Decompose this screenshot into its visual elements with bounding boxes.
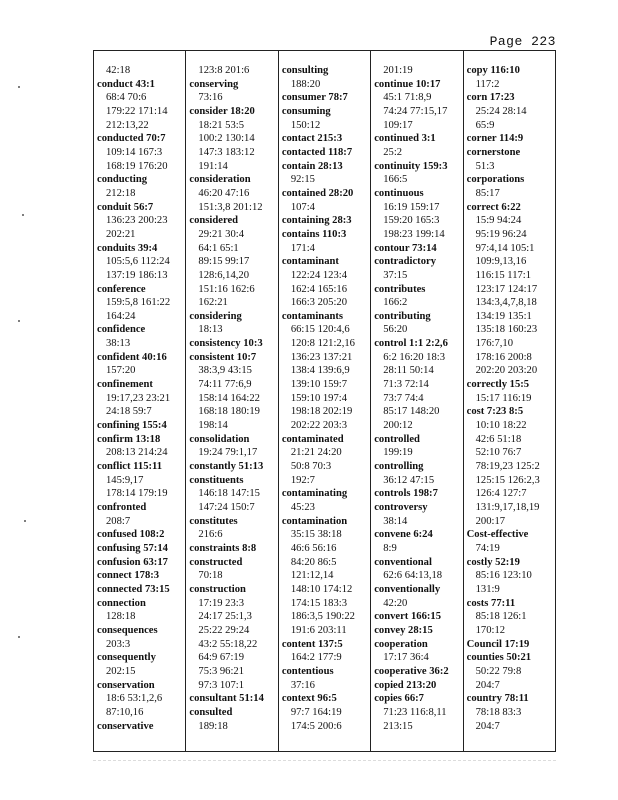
index-term: confident 40:16 [97, 351, 167, 363]
index-page-refs: 189:18 [198, 720, 228, 732]
index-page-refs: 51:3 [475, 160, 495, 172]
index-term: conference [97, 283, 146, 295]
index-page-refs: 38:13 [106, 338, 131, 350]
index-page-refs: 35:15 38:18 [290, 529, 342, 541]
index-page-refs: 208:7 [106, 515, 131, 527]
index-page-refs: 168:19 176:20 [106, 160, 168, 172]
index-page-refs: 208:13 214:24 [106, 447, 168, 459]
index-page-refs: 74:11 77:6,9 [198, 379, 252, 391]
scan-speck [18, 320, 20, 322]
index-page-refs: 198:18 202:19 [290, 406, 353, 418]
index-page-refs: 174:5 200:6 [290, 720, 342, 732]
index-term: conventionally [374, 583, 441, 595]
index-term: considering [189, 310, 242, 322]
index-term: consuming [281, 105, 331, 117]
index-page-refs: 97:3 107:1 [198, 679, 245, 691]
index-term: confusion 63:17 [97, 556, 168, 568]
index-term: contains 110:3 [281, 228, 347, 240]
index-term: consideration [189, 174, 251, 186]
index-page-refs: 50:22 79:8 [475, 665, 522, 677]
index-term: copies 66:7 [374, 693, 424, 705]
index-page-refs: 198:14 [198, 420, 228, 432]
index-page-refs: 150:12 [290, 119, 321, 131]
index-term: contributing [374, 310, 431, 322]
index-term: contain 28:13 [281, 160, 343, 172]
index-page-refs: 68:4 70:6 [106, 92, 147, 104]
index-page-refs: 148:10 174:12 [290, 583, 353, 595]
index-page-refs: 6:2 16:20 18:3 [383, 351, 446, 363]
index-term: constructed [189, 556, 243, 568]
index-term: considered [189, 215, 239, 227]
index-term: constantly 51:13 [189, 461, 264, 473]
index-page-refs: 117:2 [475, 78, 500, 90]
index-term: continued 3:1 [374, 133, 436, 145]
index-page-refs: 203:3 [106, 638, 131, 650]
index-term: confusing 57:14 [97, 542, 168, 554]
index-column-5 [463, 51, 555, 751]
index-page-refs: 157:20 [106, 365, 136, 377]
index-term: confining 155:4 [97, 420, 167, 432]
index-page-refs: 18:13 [198, 324, 223, 336]
index-page-refs: 171:4 [290, 242, 315, 254]
index-page-refs: 176:7,10 [475, 338, 513, 350]
index-page-refs: 8:9 [383, 542, 397, 554]
index-page-refs: 73:7 74:4 [383, 392, 424, 404]
index-page-refs: 50:8 70:3 [290, 461, 332, 473]
index-page-refs: 25:22 29:24 [198, 624, 250, 636]
index-term: constraints 8:8 [189, 542, 257, 554]
index-term: conventional [374, 556, 432, 568]
index-page-refs: 212:18 [106, 187, 136, 199]
index-term: consistency 10:3 [189, 338, 263, 350]
index-term: conduits 39:4 [97, 242, 158, 254]
index-page-refs: 199:19 [383, 447, 413, 459]
index-page-refs: 178:14 179:19 [106, 488, 168, 500]
index-page-refs: 116:15 117:1 [475, 269, 532, 281]
index-term: construction [189, 583, 246, 595]
index-page-refs: 28:11 50:14 [383, 365, 434, 377]
index-page-refs: 71:23 116:8,11 [383, 706, 447, 718]
index-term: continuous [374, 187, 424, 199]
index-page-refs: 29:21 30:4 [198, 228, 245, 240]
index-page-refs: 168:18 180:19 [198, 406, 260, 418]
index-page-refs: 21:21 24:20 [290, 447, 342, 459]
index-term: cost 7:23 8:5 [466, 406, 524, 418]
index-page-refs: 73:16 [198, 92, 223, 104]
index-term: convert 166:15 [374, 611, 441, 623]
index-page-refs: 75:3 96:21 [198, 665, 245, 677]
index-term: contact 215:3 [281, 133, 343, 145]
index-page-refs: 95:19 96:24 [475, 228, 527, 240]
index-term: conservation [97, 679, 155, 691]
index-page-refs: 42:20 [383, 597, 408, 609]
index-term: connection [97, 597, 146, 609]
index-page-refs: 84:20 86:5 [290, 556, 337, 568]
index-page-refs: 159:20 165:3 [383, 215, 440, 227]
index-page-refs: 64:9 67:19 [198, 652, 245, 664]
index-page-refs: 122:24 123:4 [290, 269, 348, 281]
index-term: confirm 13:18 [97, 433, 161, 445]
index-page-refs: 42:6 51:18 [475, 433, 522, 445]
index-page-refs: 202:15 [106, 665, 136, 677]
index-term: containing 28:3 [281, 215, 352, 227]
index-page-refs: 128:18 [106, 611, 136, 623]
index-page-refs: 166:3 205:20 [290, 297, 348, 309]
index-term: consequences [97, 624, 158, 636]
index-page-refs: 123:8 201:6 [198, 65, 250, 76]
index-term: contentious [281, 665, 334, 677]
index-page-refs: 24:18 59:7 [106, 406, 152, 418]
footer-rule [93, 760, 556, 761]
index-page-refs: 159:5,8 161:22 [106, 297, 171, 309]
index-page-refs: 107:4 [290, 201, 315, 213]
index-term: convey 28:15 [374, 624, 433, 636]
index-term: controlled [374, 433, 420, 445]
index-page-refs: 25:24 28:14 [475, 105, 527, 117]
index-page-refs: 45:23 [290, 502, 315, 513]
index-page-refs: 178:16 200:8 [475, 351, 532, 363]
index-term: constituents [189, 474, 244, 486]
index-page-refs: 92:15 [290, 174, 315, 186]
index-page-refs: 52:10 76:7 [475, 447, 522, 459]
index-term: connect 178:3 [97, 570, 160, 582]
index-term: control 1:1 2:2,6 [374, 338, 448, 350]
index-term: contaminants [281, 310, 344, 322]
index-term: cornerstone [466, 146, 521, 158]
index-page-refs: 202:22 203:3 [290, 420, 348, 432]
index-term: costly 52:19 [466, 556, 520, 568]
index-page-refs: 120:8 121:2,16 [290, 338, 355, 350]
index-term: contributes [374, 283, 426, 295]
index-term: conservative [97, 720, 154, 732]
index-page-refs: 85:18 126:1 [475, 611, 527, 623]
index-page-refs: 162:21 [198, 297, 228, 309]
index-page-refs: 128:6,14,20 [198, 269, 250, 281]
index-term: counties 50:21 [466, 652, 532, 664]
index-page-refs: 19:24 79:1,17 [198, 447, 258, 459]
index-page-refs: 74:24 77:15,17 [383, 105, 448, 117]
index-term: contaminated [281, 433, 344, 445]
index-term: constitutes [189, 515, 238, 527]
index-page-refs: 164:24 [106, 310, 136, 322]
index-page-refs: 105:5,6 112:24 [106, 256, 170, 268]
index-term: costs 77:11 [466, 597, 516, 609]
index-page-refs: 191:14 [198, 160, 228, 172]
index-page-refs: 15:9 94:24 [475, 215, 522, 227]
index-column-1 [94, 51, 185, 751]
index-page-refs: 212:13,22 [106, 119, 149, 131]
index-term: context 96:5 [281, 693, 337, 705]
index-term: consider 18:20 [189, 105, 255, 117]
index-page-refs: 136:23 200:23 [106, 215, 168, 227]
index-page-refs: 137:19 186:13 [106, 269, 168, 281]
index-page-refs: 191:6 203:11 [290, 624, 347, 636]
index-page-refs: 100:2 130:14 [198, 133, 255, 145]
index-page-refs: 89:15 99:17 [198, 256, 250, 268]
index-page-refs: 166:2 [383, 297, 408, 309]
index-term: conserving [189, 78, 239, 90]
index-term: copied 213:20 [374, 679, 437, 691]
index-page-refs: 204:7 [475, 679, 500, 691]
index-page-refs: 174:15 183:3 [290, 597, 348, 609]
index-page-refs: 201:19 [383, 65, 413, 76]
index-term: country 78:11 [466, 693, 529, 705]
index-column-2 [185, 51, 277, 751]
index-page-refs: 87:10,16 [106, 706, 144, 718]
index-page-refs: 170:12 [475, 624, 506, 636]
index-page-refs: 121:12,14 [290, 570, 334, 582]
scan-speck [18, 636, 20, 638]
index-page-refs: 136:23 137:21 [290, 351, 353, 363]
index-page-refs: 66:15 120:4,6 [290, 324, 350, 336]
index-term: contaminating [281, 488, 348, 500]
index-term: contacted 118:7 [281, 146, 353, 158]
index-term: consulting [281, 65, 329, 76]
index-page-refs: 71:3 72:14 [383, 379, 429, 391]
index-page-refs: 202:20 203:20 [475, 365, 538, 377]
index-page-refs: 10:10 18:22 [475, 420, 527, 432]
index-page-refs: 38:3,9 43:15 [198, 365, 252, 377]
index-page-refs: 45:1 71:8,9 [383, 92, 432, 104]
index-page-refs: 36:12 47:15 [383, 474, 435, 486]
scan-speck [22, 214, 24, 216]
index-page-refs: 134:19 135:1 [475, 310, 532, 322]
index-page-refs: 192:7 [290, 474, 315, 486]
index-page-refs: 85:17 148:20 [383, 406, 440, 418]
index-term: corn 17:23 [466, 92, 515, 104]
index-term: consistent 10:7 [189, 351, 257, 363]
index-page-refs: 109:14 167:3 [106, 146, 163, 158]
index-term: contamination [281, 515, 348, 527]
index-page-refs: 145:9,17 [106, 474, 144, 486]
index-page-refs: 18:21 53:5 [198, 119, 245, 131]
index-term: controls 198:7 [374, 488, 438, 500]
index-page-refs: 85:17 [475, 187, 500, 199]
index-page-refs: 134:3,4,7,8,18 [475, 297, 537, 309]
index-page-refs: 109:9,13,16 [475, 256, 527, 268]
scan-speck [24, 520, 26, 522]
index-page-refs: 151:16 162:6 [198, 283, 255, 295]
index-term: confronted [97, 502, 147, 513]
index-term: correct 6:22 [466, 201, 521, 213]
index-page-refs: 162:4 165:16 [290, 283, 348, 295]
index-page-refs: 85:16 123:10 [475, 570, 532, 582]
index-term: consultant 51:14 [189, 693, 264, 705]
index-page-refs: 46:6 56:16 [290, 542, 337, 554]
index-term: content 137:5 [281, 638, 343, 650]
index-term: contaminant [281, 256, 339, 268]
index-term: continuity 159:3 [374, 160, 448, 172]
index-page-refs: 16:19 159:17 [383, 201, 440, 213]
index-page-refs: 135:18 160:23 [475, 324, 538, 336]
index-page-refs: 200:12 [383, 420, 413, 432]
index-column-4 [370, 51, 462, 751]
index-page-refs: 18:6 53:1,2,6 [106, 693, 163, 705]
index-page-refs: 131:9,17,18,19 [475, 502, 540, 513]
index-term: connected 73:15 [97, 583, 170, 595]
index-page-refs: 188:20 [290, 78, 321, 90]
index-term: consequently [97, 652, 156, 664]
index-term: conducting [97, 174, 148, 186]
index-term: consolidation [189, 433, 250, 445]
index-term: corporations [466, 174, 525, 186]
index-page-refs: 202:21 [106, 228, 136, 240]
index-term: cooperative 36:2 [374, 665, 449, 677]
scan-speck [18, 86, 20, 88]
index-term: confinement [97, 379, 153, 391]
index-page-refs: 131:9 [475, 583, 500, 595]
index-term: copy 116:10 [466, 65, 520, 76]
index-page-refs: 146:18 147:15 [198, 488, 260, 500]
index-term: confused 108:2 [97, 529, 165, 541]
index-page-refs: 97:7 164:19 [290, 706, 342, 718]
index-page-refs: 19:17,23 23:21 [106, 392, 171, 404]
index-page-refs: 186:3,5 190:22 [290, 611, 355, 623]
index-term: confidence [97, 324, 146, 336]
index-page-refs: 37:16 [290, 679, 315, 691]
index-page-refs: 97:4,14 105:1 [475, 242, 535, 254]
index-page-refs: 78:18 83:3 [475, 706, 522, 718]
index-page-refs: 213:15 [383, 720, 413, 732]
index-term: contradictory [374, 256, 436, 268]
index-page-refs: 78:19,23 125:2 [475, 461, 540, 473]
index-term: controversy [374, 502, 428, 513]
index-page-refs: 147:24 150:7 [198, 502, 255, 513]
index-term: conduct 43:1 [97, 78, 155, 90]
index-page-refs: 74:19 [475, 542, 500, 554]
index-term: conducted 70:7 [97, 133, 166, 145]
index-page-refs: 17:17 36:4 [383, 652, 429, 664]
index-page-refs: 164:2 177:9 [290, 652, 342, 664]
index-page-refs: 15:17 116:19 [475, 392, 532, 404]
index-page-refs: 56:20 [383, 324, 408, 336]
index-page-refs: 65:9 [475, 119, 495, 131]
index-page-refs: 42:18 [106, 65, 131, 76]
index-page-refs: 200:17 [475, 515, 506, 527]
index-term: controlling [374, 461, 424, 473]
index-page-refs: 64:1 65:1 [198, 242, 239, 254]
index-page-refs: 62:6 64:13,18 [383, 570, 443, 582]
index-page-refs: 159:10 197:4 [290, 392, 348, 404]
index-column-3 [278, 51, 370, 751]
index-term: consulted [189, 706, 233, 718]
index-page-refs: 147:3 183:12 [198, 146, 255, 158]
index-page-refs: 37:15 [383, 269, 408, 281]
index-page-refs: 151:3,8 201:12 [198, 201, 263, 213]
index-term: contour 73:14 [374, 242, 437, 254]
index-page-refs: 216:6 [198, 529, 223, 541]
index-term: Council 17:19 [466, 638, 530, 650]
index-page-refs: 123:17 124:17 [475, 283, 538, 295]
index-term: cooperation [374, 638, 428, 650]
index-page-refs: 166:5 [383, 174, 408, 186]
index-page-refs: 43:2 55:18,22 [198, 638, 258, 650]
index-term: Cost-effective [466, 529, 529, 541]
index-term: correctly 15:5 [466, 379, 530, 391]
index-page-refs: 126:4 127:7 [475, 488, 527, 500]
index-term: conduit 56:7 [97, 201, 154, 213]
index-page-refs: 109:17 [383, 119, 413, 131]
index-page-refs: 70:18 [198, 570, 223, 582]
index-page-refs: 204:7 [475, 720, 500, 732]
index-page-refs: 179:22 171:14 [106, 105, 168, 117]
index-page-refs: 38:14 [383, 515, 408, 527]
index-page-refs: 25:2 [383, 146, 403, 158]
index-term: continue 10:17 [374, 78, 441, 90]
page-number: Page 223 [489, 34, 556, 49]
index-term: corner 114:9 [466, 133, 524, 145]
index-page-refs: 125:15 126:2,3 [475, 474, 540, 486]
index-term: contained 28:20 [281, 187, 354, 199]
index-page-refs: 138:4 139:6,9 [290, 365, 350, 377]
index-term: conflict 115:11 [97, 461, 163, 473]
index-page-refs: 17:19 23:3 [198, 597, 245, 609]
index-term: consumer 78:7 [281, 92, 348, 104]
index-page-refs: 46:20 47:16 [198, 187, 250, 199]
index-page-refs: 139:10 159:7 [290, 379, 348, 391]
index-table [93, 50, 556, 752]
index-page-refs: 198:23 199:14 [383, 228, 445, 240]
index-page-refs: 24:17 25:1,3 [198, 611, 252, 623]
index-term: convene 6:24 [374, 529, 433, 541]
index-page-refs: 158:14 164:22 [198, 392, 260, 404]
